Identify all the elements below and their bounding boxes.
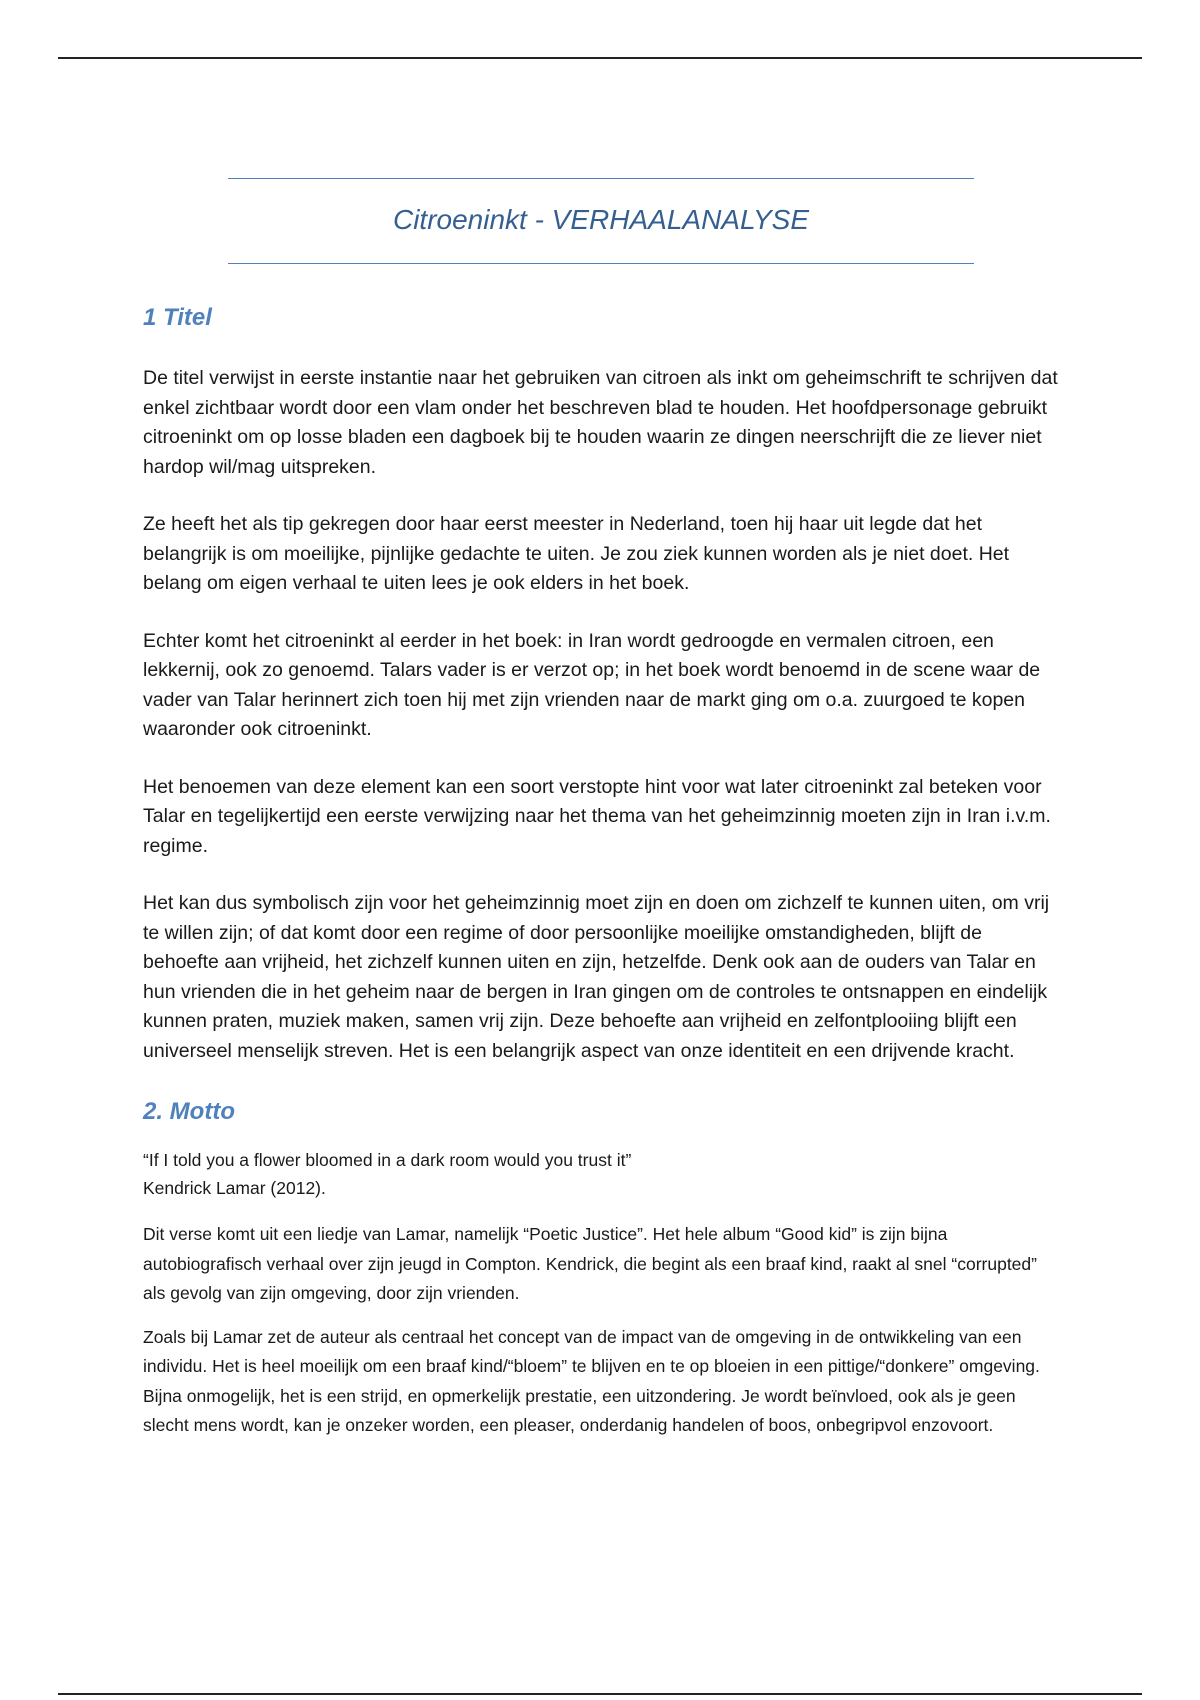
motto-author: Kendrick Lamar (2012). (143, 1178, 326, 1198)
page-top-rule (58, 57, 1142, 59)
title-bottom-rule (228, 263, 974, 264)
section-heading-motto: 2. Motto (143, 1098, 235, 1125)
section-heading-titel: 1 Titel (143, 304, 212, 331)
paragraph: Het benoemen van deze element kan een soort verstopte hint voor wat later citroeninkt zal beteken voor Talar en tegelijkertijd een eerste verwijzing naar het thema van het geheimzinnig moeten zijn in Iran i.v.m. regime. (143, 775, 1051, 857)
paragraph: Echter komt het citroeninkt al eerder in het boek: in Iran wordt gedroogde en vermalen citroen, een lekkernij, ook zo genoemd. Talars vader is er verzot op; in het boek wordt benoemd in de scene waar de vader van Talar herinnert zich toen hij met zijn vrienden naar de markt ging om o.a. zuurgoed te kopen waaronder ook citroeninkt. (143, 629, 1041, 740)
page-bottom-rule (58, 1693, 1142, 1695)
document-body (143, 298, 1063, 1455)
title-block (228, 178, 974, 264)
title-top-rule (228, 178, 974, 179)
document-title: Citroeninkt - VERHAALANALYSE (392, 204, 810, 235)
paragraph: Het kan dus symbolisch zijn voor het geheimzinnig moet zijn en doen om zichzelf te kunnen uiten, om vrij te willen zijn; of dat komt door een regime of door persoonlijke moeilijke omstandigheden, blijft de behoefte aan vrijheid, het zichzelf kunnen uiten en zijn, hetzelfde. Denk ook aan de ouders van Talar en hun vrienden die in het geheim naar de bergen in Iran gingen om de controles te ontsnappen en eindelijk kunnen praten, muziek maken, samen vrij zijn. Deze behoefte aan vrijheid en zelfontplooiing blijft een universeel menselijk streven. Het is een belangrijk aspect van onze identiteit en een drijvende kracht. (143, 892, 1050, 1062)
motto-quote: “If I told you a flower bloomed in a dark room would you trust it” (143, 1150, 632, 1170)
paragraph: Dit verse komt uit een liedje van Lamar, namelijk “Poetic Justice”. Het hele album “Good kid” is zijn bijna autobiografisch verhaal over zijn jeugd in Compton. Kendrick, die begint als een braaf kind, raakt al snel “corrupted” als gevolg van zijn omgeving, door zijn vrienden. (143, 1224, 1037, 1303)
paragraph: Zoals bij Lamar zet de auteur als centraal het concept van de impact van de omgeving in de ontwikkeling van een individu. Het is heel moeilijk om een braaf kind/“bloem” te blijven en te op bloeien in een pittige/“donkere” omgeving. Bijna onmogelijk, het is een strijd, en opmerkelijk prestatie, een uitzondering. Je wordt beïnvloed, ook als je geen slecht mens wordt, kan je onzeker worden, een pleaser, onderdanig handelen of boos, onbegripvol enzovoort. (143, 1326, 1040, 1435)
paragraph: Ze heeft het als tip gekregen door haar eerst meester in Nederland, toen hij haar uit legde dat het belangrijk is om moeilijke, pijnlijke gedachte te uiten. Je zou ziek kunnen worden als je niet doet. Het belang om eigen verhaal te uiten lees je ook elders in het boek. (143, 513, 1010, 594)
paragraph: De titel verwijst in eerste instantie naar het gebruiken van citroen als inkt om geheimschrift te schrijven dat enkel zichtbaar wordt door een vlam onder het beschreven blad te houden. Het hoofdpersonage gebruikt citroeninkt om op losse bladen een dagboek bij te houden waarin ze dingen neerschrijft die ze liever niet hardop wil/mag uitspreken. (143, 367, 1058, 478)
